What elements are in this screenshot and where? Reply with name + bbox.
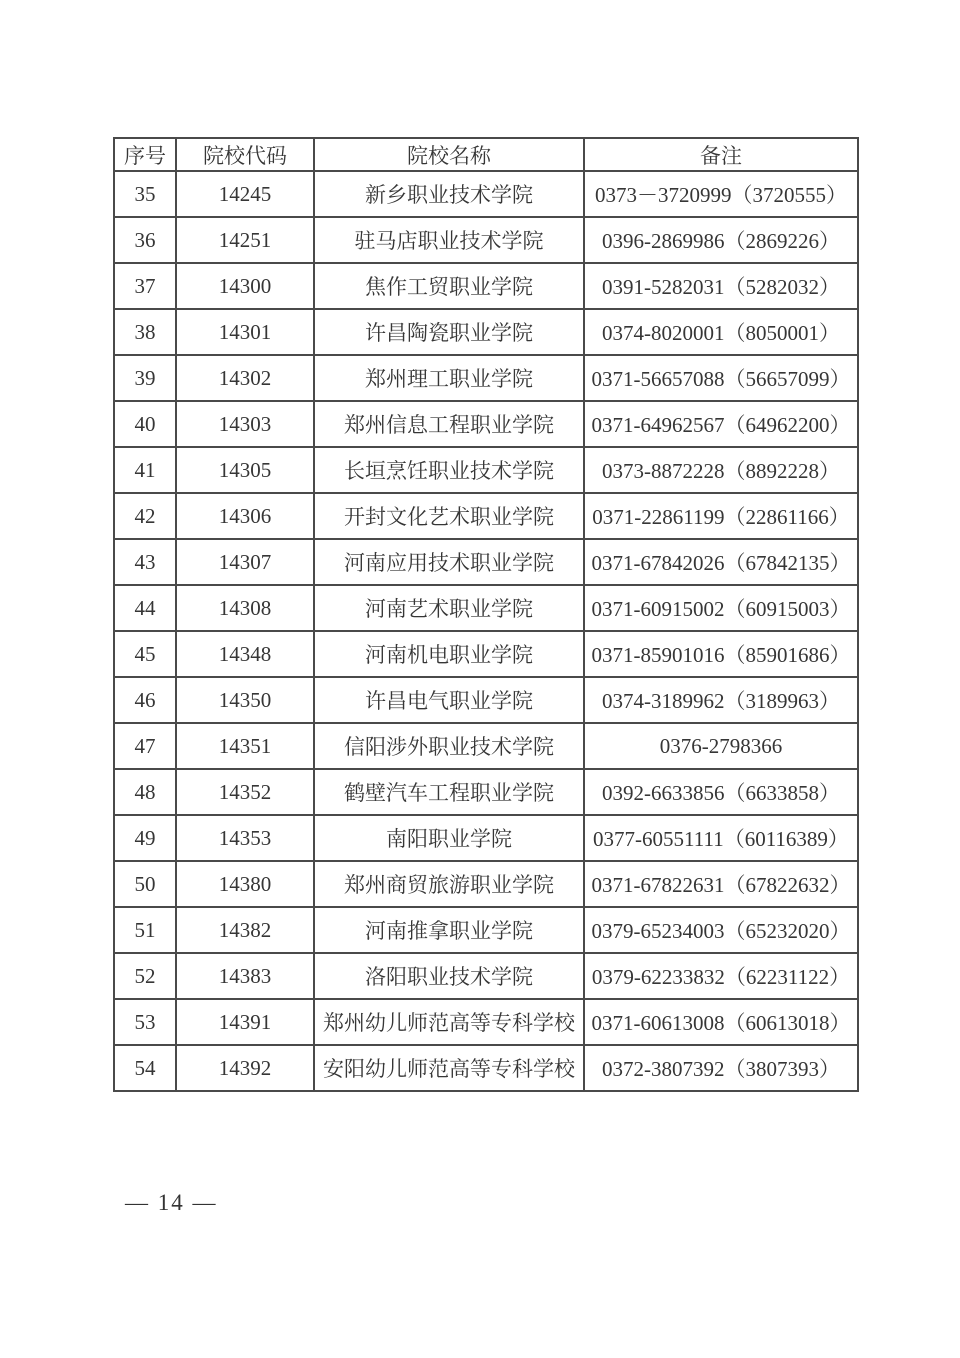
row-serial-number: 53 (114, 999, 176, 1045)
row-college-code: 14300 (176, 263, 314, 309)
row-serial-number: 45 (114, 631, 176, 677)
row-serial-number: 54 (114, 1045, 176, 1091)
row-remarks: 0391-5282031（5282032） (584, 263, 858, 309)
row-college-name: 河南机电职业学院 (314, 631, 584, 677)
table-row (114, 769, 858, 815)
row-remarks: 0379-65234003（65232020） (584, 907, 858, 953)
row-remarks: 0371-64962567（64962200） (584, 401, 858, 447)
row-serial-number: 44 (114, 585, 176, 631)
row-college-code: 14305 (176, 447, 314, 493)
row-college-code: 14302 (176, 355, 314, 401)
row-college-code: 14307 (176, 539, 314, 585)
row-college-code: 14306 (176, 493, 314, 539)
row-serial-number: 40 (114, 401, 176, 447)
row-college-code: 14245 (176, 171, 314, 217)
row-college-name: 长垣烹饪职业技术学院 (314, 447, 584, 493)
table-row (114, 677, 858, 723)
row-remarks: 0373－3720999（3720555） (584, 171, 858, 217)
row-college-name: 驻马店职业技术学院 (314, 217, 584, 263)
table-row (114, 263, 858, 309)
row-serial-number: 39 (114, 355, 176, 401)
row-college-name: 郑州理工职业学院 (314, 355, 584, 401)
row-college-code: 14380 (176, 861, 314, 907)
table-header-row (114, 138, 858, 171)
row-college-name: 洛阳职业技术学院 (314, 953, 584, 999)
row-college-name: 河南推拿职业学院 (314, 907, 584, 953)
row-remarks: 0371-85901016（85901686） (584, 631, 858, 677)
table-row (114, 953, 858, 999)
header-college-code: 院校代码 (176, 138, 314, 171)
table-row (114, 585, 858, 631)
row-serial-number: 52 (114, 953, 176, 999)
row-college-name: 许昌电气职业学院 (314, 677, 584, 723)
row-remarks: 0371-67822631（67822632） (584, 861, 858, 907)
row-remarks: 0371-22861199（22861166） (584, 493, 858, 539)
row-college-name: 郑州信息工程职业学院 (314, 401, 584, 447)
row-remarks: 0374-3189962（3189963） (584, 677, 858, 723)
table-row (114, 1045, 858, 1091)
table-row (114, 171, 858, 217)
row-serial-number: 50 (114, 861, 176, 907)
row-college-name: 焦作工贸职业学院 (314, 263, 584, 309)
row-college-code: 14383 (176, 953, 314, 999)
row-remarks: 0371-60915002（60915003） (584, 585, 858, 631)
table-row (114, 447, 858, 493)
page-number: — 14 — (125, 1190, 218, 1215)
row-serial-number: 47 (114, 723, 176, 769)
table-row (114, 815, 858, 861)
header-serial-number: 序号 (114, 138, 176, 171)
row-serial-number: 36 (114, 217, 176, 263)
row-college-name: 南阳职业学院 (314, 815, 584, 861)
header-remarks: 备注 (584, 138, 858, 171)
row-college-code: 14303 (176, 401, 314, 447)
table-row (114, 493, 858, 539)
row-serial-number: 46 (114, 677, 176, 723)
row-serial-number: 35 (114, 171, 176, 217)
table-row (114, 723, 858, 769)
table-row (114, 401, 858, 447)
row-remarks: 0377-60551111（60116389） (584, 815, 858, 861)
row-college-code: 14251 (176, 217, 314, 263)
table-row (114, 999, 858, 1045)
table-body (114, 171, 858, 1091)
row-remarks: 0396-2869986（2869226） (584, 217, 858, 263)
table-row (114, 217, 858, 263)
row-college-code: 14308 (176, 585, 314, 631)
row-college-name: 安阳幼儿师范高等专科学校 (314, 1045, 584, 1091)
row-college-name: 信阳涉外职业技术学院 (314, 723, 584, 769)
row-remarks: 0372-3807392（3807393） (584, 1045, 858, 1091)
row-serial-number: 41 (114, 447, 176, 493)
row-college-code: 14353 (176, 815, 314, 861)
table-row (114, 539, 858, 585)
row-serial-number: 37 (114, 263, 176, 309)
table-header (114, 138, 858, 171)
row-serial-number: 49 (114, 815, 176, 861)
college-roster-table (113, 137, 859, 1092)
row-college-name: 鹤壁汽车工程职业学院 (314, 769, 584, 815)
row-remarks: 0371-60613008（60613018） (584, 999, 858, 1045)
row-college-code: 14348 (176, 631, 314, 677)
row-remarks: 0371-56657088（56657099） (584, 355, 858, 401)
row-serial-number: 51 (114, 907, 176, 953)
row-remarks: 0373-8872228（8892228） (584, 447, 858, 493)
row-serial-number: 38 (114, 309, 176, 355)
row-serial-number: 42 (114, 493, 176, 539)
row-college-code: 14392 (176, 1045, 314, 1091)
row-college-name: 开封文化艺术职业学院 (314, 493, 584, 539)
row-serial-number: 43 (114, 539, 176, 585)
row-remarks: 0392-6633856（6633858） (584, 769, 858, 815)
row-college-code: 14351 (176, 723, 314, 769)
row-college-code: 14350 (176, 677, 314, 723)
row-college-name: 郑州幼儿师范高等专科学校 (314, 999, 584, 1045)
header-college-name: 院校名称 (314, 138, 584, 171)
row-remarks: 0376-2798366 (584, 723, 858, 769)
row-college-name: 郑州商贸旅游职业学院 (314, 861, 584, 907)
row-college-name: 新乡职业技术学院 (314, 171, 584, 217)
table-row (114, 861, 858, 907)
table-row (114, 631, 858, 677)
row-remarks: 0374-8020001（8050001） (584, 309, 858, 355)
row-college-name: 许昌陶瓷职业学院 (314, 309, 584, 355)
table-row (114, 355, 858, 401)
row-college-code: 14382 (176, 907, 314, 953)
row-remarks: 0379-62233832（62231122） (584, 953, 858, 999)
row-college-code: 14391 (176, 999, 314, 1045)
table-row (114, 309, 858, 355)
row-serial-number: 48 (114, 769, 176, 815)
row-college-code: 14352 (176, 769, 314, 815)
row-remarks: 0371-67842026（67842135） (584, 539, 858, 585)
row-college-name: 河南艺术职业学院 (314, 585, 584, 631)
table-row (114, 907, 858, 953)
row-college-code: 14301 (176, 309, 314, 355)
row-college-name: 河南应用技术职业学院 (314, 539, 584, 585)
